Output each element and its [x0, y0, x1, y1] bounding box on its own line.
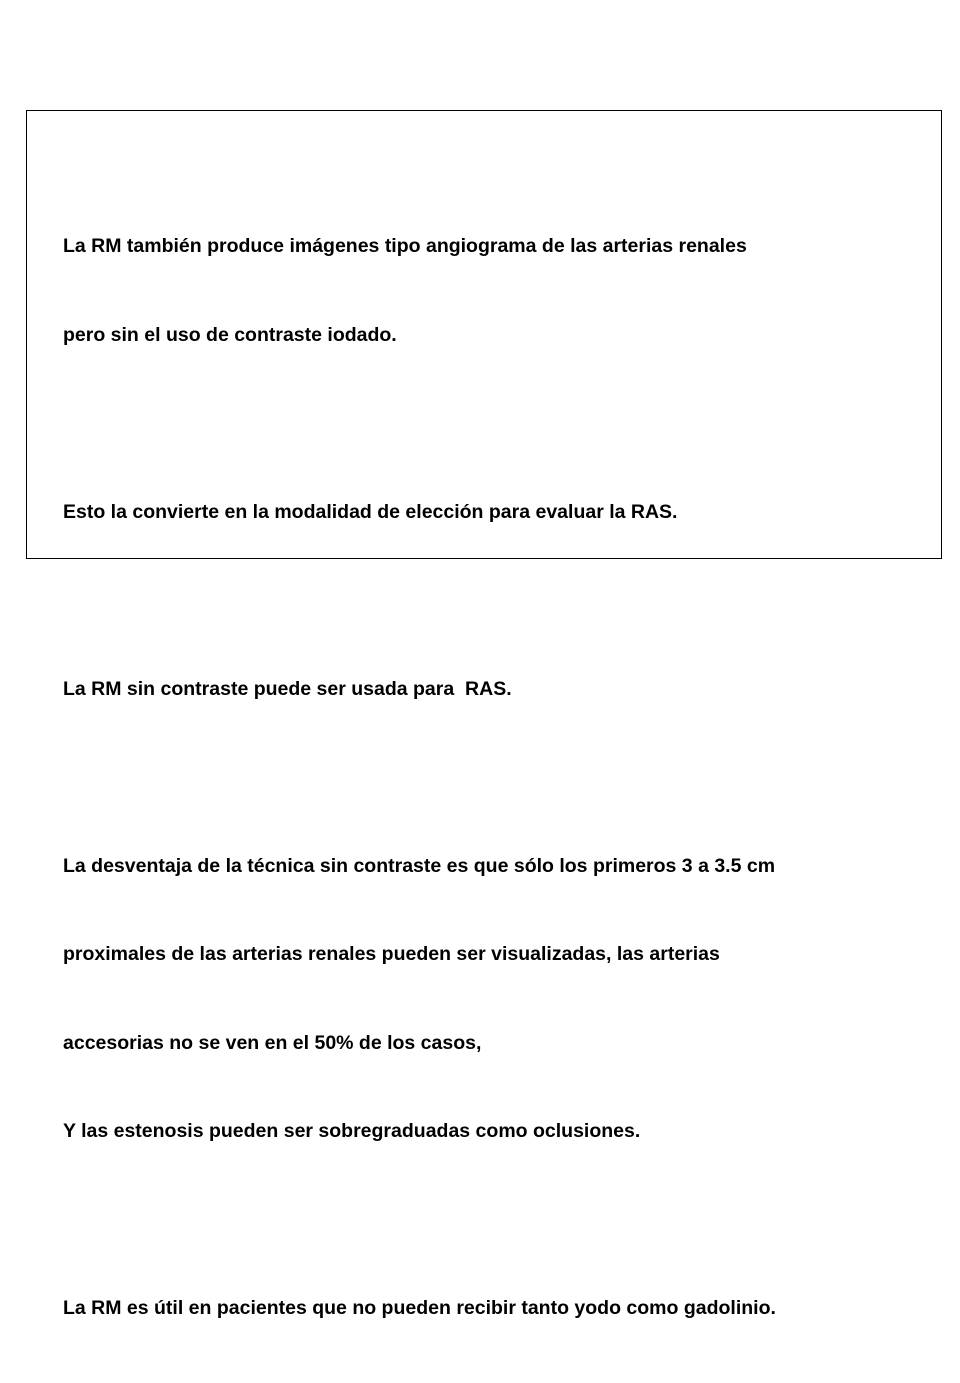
paragraph-usefulness: [63, 1235, 941, 1383]
paragraph-mri-angiogram: [63, 173, 941, 409]
text-line: La RM también produce imágenes tipo angiograma de las arterias renales: [63, 235, 747, 257]
text-line: proximales de las arterias renales pueden ser visualizadas, las arterias: [63, 943, 720, 965]
text-line: Y las estenosis pueden ser sobregraduadas como oclusiones.: [63, 1120, 641, 1142]
text-line: La RM es útil en pacientes que no pueden recibir tanto yodo como gadolinio.: [63, 1297, 776, 1319]
paragraph-modality-choice: [63, 439, 941, 587]
paragraph-disadvantage: [63, 793, 941, 1206]
text-box: [26, 110, 942, 1319]
text-line: Esto la convierte en la modalidad de elección para evaluar la RAS.: [63, 500, 678, 523]
text-line: La RM sin contraste puede ser usada para RAS.: [63, 677, 512, 700]
paragraph-no-contrast: [63, 616, 941, 764]
text-line: accesorias no se ven en el 50% de los casos,: [63, 1031, 482, 1054]
text-line: La desventaja de la técnica sin contraste es que sólo los primeros 3 a 3.5 cm: [63, 854, 776, 877]
text-line: pero sin el uso de contraste iodado.: [63, 323, 397, 346]
